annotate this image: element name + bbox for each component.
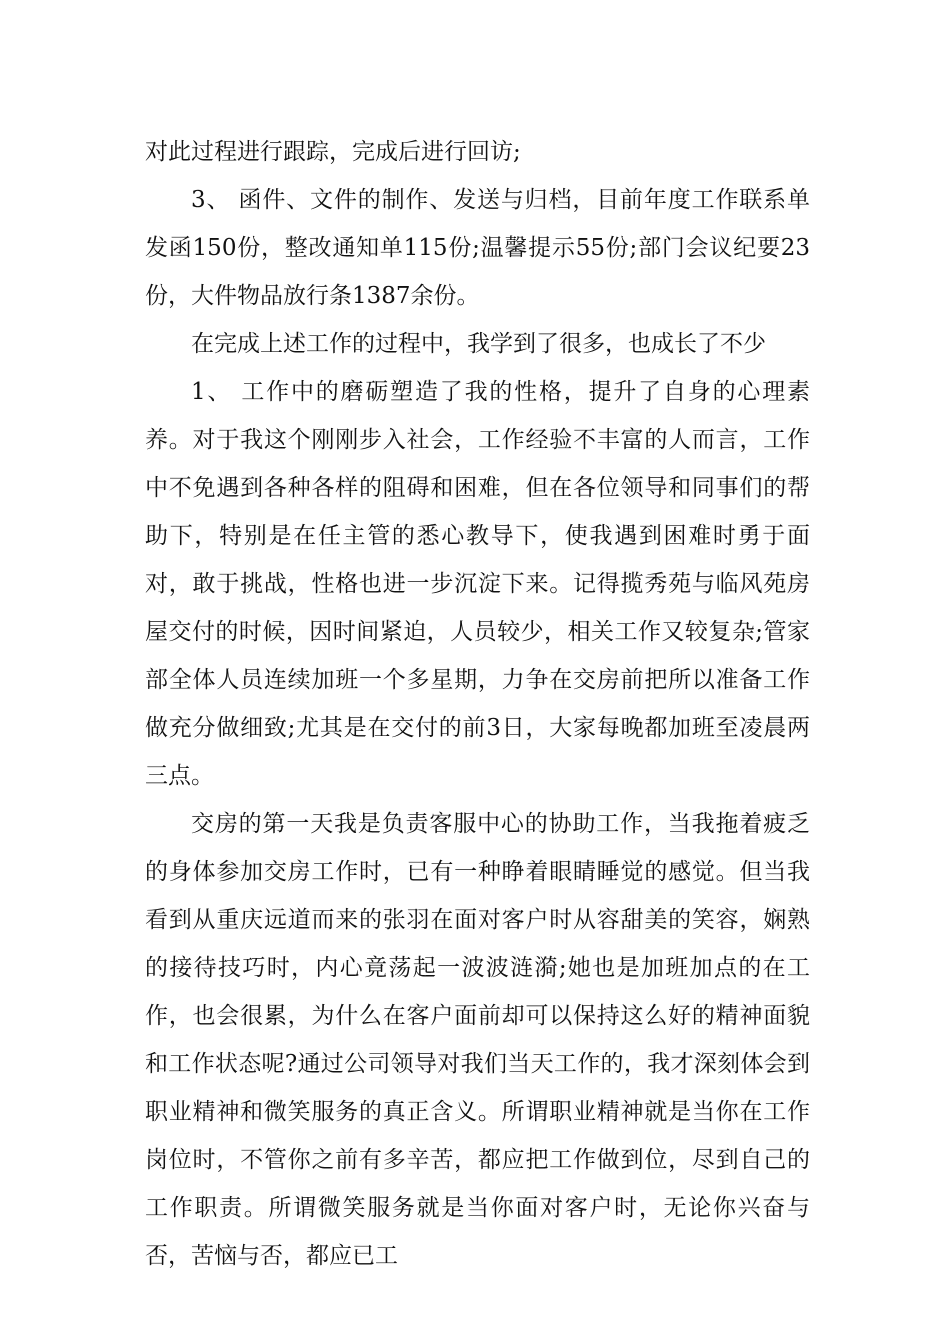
paragraph-summary-intro: 在完成上述工作的过程中，我学到了很多，也成长了不少 [191,331,766,357]
paragraph-item-1-growth: 1、 工作中的磨砺塑造了我的性格，提升了自身的心理素养。对于我这个刚刚步入社会，工作经验不丰富的人而言，工作中不免遇到各种各样的阻碍和困难，但在各位领导和同事们的帮助下，特别是在任主管的悉心教导下，使我遇到困难时勇于面对，敢于挑战，性格也进一步沉淀下来。记得揽秀苑与临风苑房屋交付的时候，因时间紧迫，人员较少，相关工作又较复杂;管家部全体人员连续加班一个多星期，力争在交房前把所以准备工作做充分做细致;尤其是在交付的前3日，大家每晚都加班至凌晨两三点。 [145,379,810,789]
document-body [145,128,810,1280]
paragraph-item-3-documents: 3、 函件、文件的制作、发送与归档，目前年度工作联系单发函150份，整改通知单115份;温馨提示55份;部门会议纪要23份，大件物品放行条1387余份。 [145,187,810,309]
paragraph-continuation: 对此过程进行跟踪，完成后进行回访; [145,139,521,165]
paragraph-handover-day: 交房的第一天我是负责客服中心的协助工作，当我拖着疲乏的身体参加交房工作时，已有一种睁着眼睛睡觉的感觉。但当我看到从重庆远道而来的张羽在面对客户时从容甜美的笑容，娴熟的接待技巧时，内心竟荡起一波波涟漪;她也是加班加点的在工作，也会很累，为什么在客户面前却可以保持这么好的精神面貌和工作状态呢?通过公司领导对我们当天工作的，我才深刻体会到职业精神和微笑服务的真正含义。所谓职业精神就是当你在工作岗位时，不管你之前有多辛苦，都应把工作做到位，尽到自己的工作职责。所谓微笑服务就是当你面对客户时，无论你兴奋与否，苦恼与否，都应已工 [145,811,810,1269]
